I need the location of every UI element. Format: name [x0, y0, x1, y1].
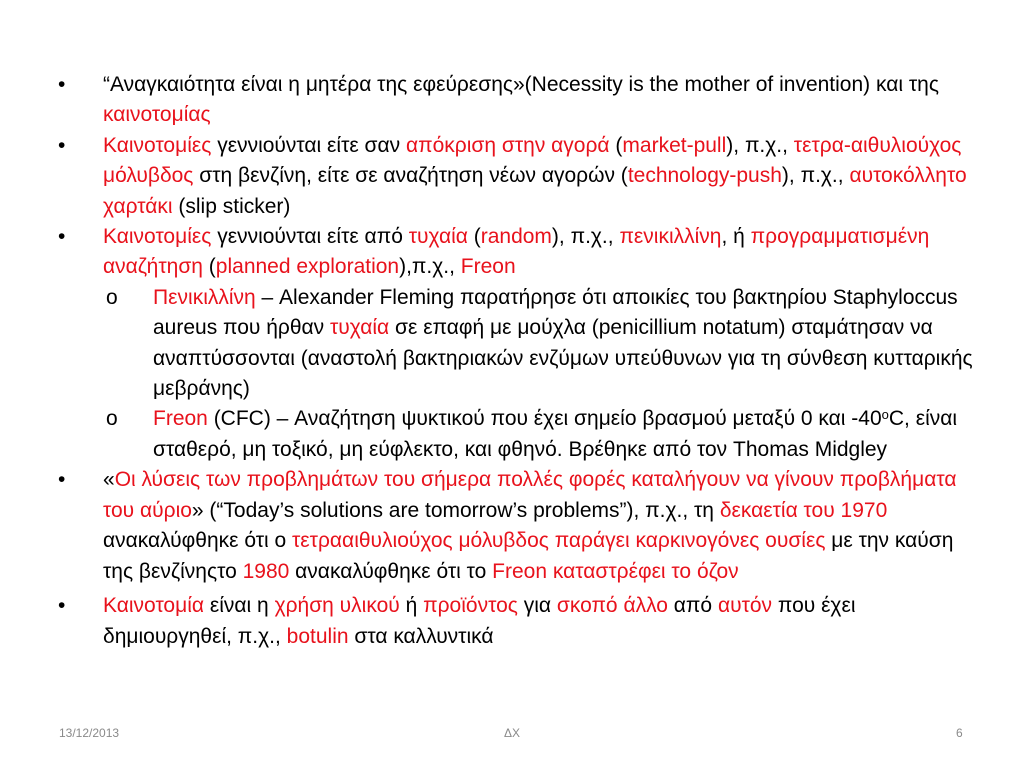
- footer-page-number: 6: [956, 726, 963, 740]
- highlight-text: καινοτομίας: [103, 103, 211, 127]
- highlight-text: τυχαία: [330, 316, 390, 340]
- highlight-text: απόκριση στην αγορά: [406, 133, 610, 157]
- body-text: είναι η: [204, 593, 275, 617]
- body-text: ), π.χ.,: [726, 133, 794, 157]
- body-text: ή: [399, 593, 424, 617]
- body-text: με την καύση της βενζίνηςτο: [103, 529, 954, 583]
- highlight-text: δεκαετία του 1970: [719, 498, 888, 522]
- bullet-item-marker: •: [58, 225, 66, 249]
- bullet-item: [0, 131, 973, 222]
- body-text: ανακαλύφθηκε ότι ο: [103, 529, 293, 553]
- highlight-text: Καινοτομίες: [103, 225, 212, 249]
- highlight-text: προϊόντος: [423, 593, 518, 617]
- body-text: (CFC) – Αναζήτηση ψυκτικού που έχει σημείο βρασμού μεταξύ 0 και -40: [207, 407, 882, 431]
- highlight-text: Καινοτομία: [103, 593, 205, 617]
- body-text: ),π.χ.,: [399, 255, 461, 279]
- body-text: στη βενζίνη, είτε σε αναζήτηση νέων αγορών (: [193, 164, 628, 188]
- bullet-item-marker: •: [58, 133, 66, 157]
- highlight-text: αυτοκόλλητο χαρτάκι: [103, 164, 967, 218]
- sub-bullet-item-marker: o: [106, 285, 118, 309]
- highlight-text: random: [480, 225, 552, 249]
- body-text: γεννιούνται είτε από: [211, 225, 409, 249]
- body-text: » (“Today’s solutions are tomorrow’s problems”), π.χ., τη: [191, 498, 720, 522]
- highlight-text: σκοπό άλλο: [556, 593, 668, 617]
- body-text: ), π.χ.,: [781, 164, 850, 188]
- highlight-text: τετρα-αιθυλιούχος μόλυβδος: [103, 133, 962, 188]
- bullet-item-marker: •: [58, 593, 66, 617]
- body-text: C, είναι σταθερό, μη τοξικό, μη εύφλεκτο, και φθηνό. Βρέθηκε από τον Thomas Midgley: [153, 407, 958, 461]
- footer-author: ΔΧ: [503, 726, 521, 740]
- body-text: στα καλλυντικά: [348, 625, 494, 649]
- highlight-text: Freon καταστρέφει το όζον: [492, 559, 739, 583]
- body-text: γεννιούνται είτε σαν: [211, 133, 406, 157]
- bullet-item-marker: •: [58, 468, 66, 492]
- bullet-item: [0, 222, 973, 283]
- footer-date: 13/12/2013: [59, 726, 120, 740]
- highlight-text: technology-push: [627, 164, 782, 188]
- bullet-item: [0, 70, 973, 131]
- body-text: (slip sticker): [172, 194, 291, 218]
- highlight-text: Οι λύσεις των προβλημάτων του σήμερα πολλές φορές καταλήγουν να γίνουν προβλήματα του αύριο: [103, 468, 957, 522]
- highlight-text: planned exploration: [215, 255, 400, 279]
- bullet-item: [0, 590, 973, 653]
- body-text: – Alexander Fleming παρατήρησε ότι αποικίες του βακτηρίου Staphyloccus aureus που ήρθαν: [153, 285, 958, 340]
- body-text: , ή: [721, 225, 751, 249]
- slide-content: [0, 70, 1024, 653]
- sub-bullet-item-marker: o: [106, 407, 118, 431]
- body-text: «: [103, 468, 115, 492]
- highlight-text: Πενικιλλίνη: [153, 285, 256, 309]
- highlight-text: Freon: [153, 407, 208, 431]
- body-text: που έχει δημιουργηθεί, π.χ.,: [103, 593, 856, 649]
- highlight-text: market-pull: [622, 133, 727, 157]
- body-text: (: [609, 133, 623, 157]
- bullet-item-marker: •: [58, 73, 66, 96]
- highlight-text: αυτόν: [717, 593, 773, 617]
- bullet-list-top: [0, 70, 1024, 283]
- bullet-list-bottom: [0, 465, 1024, 653]
- body-text: από: [667, 593, 718, 617]
- body-text: ο: [881, 407, 889, 423]
- highlight-text: τυχαία: [408, 225, 468, 249]
- highlight-text: Freon: [460, 255, 516, 279]
- bullet-item: [0, 465, 973, 587]
- highlight-text: Καινοτομίες: [103, 133, 212, 157]
- body-text: (: [202, 255, 216, 279]
- body-text: για: [517, 593, 557, 617]
- sub-bullet-item: [0, 404, 983, 465]
- highlight-text: πενικιλλίνη: [619, 225, 722, 249]
- body-text: (: [467, 225, 481, 249]
- highlight-text: προγραμματισμένη αναζήτηση: [103, 225, 930, 279]
- highlight-text: 1980: [242, 559, 290, 583]
- body-text: ), π.χ.,: [551, 225, 620, 249]
- sub-bullet-item: [0, 283, 983, 405]
- sub-bullet-list: [0, 283, 1024, 465]
- highlight-text: χρήση υλικού: [274, 593, 400, 617]
- body-text: ανακαλύφθηκε ότι το: [289, 559, 493, 583]
- highlight-text: τετρααιθυλιούχος μόλυβδος παράγει καρκινογόνες ουσίες: [292, 529, 826, 553]
- highlight-text: botulin: [286, 625, 349, 649]
- body-text: σε επαφή με μούχλα (penicillium notatum) σταμάτησαν να αναπτύσσονται (αναστολή βακτηριακών ενζύμων υπεύθυνων για τη σύνθεση κυτταρικής μεβράνης): [153, 316, 973, 401]
- body-text: “Αναγκαιότητα είναι η μητέρα της εφεύρεσης»(Necessity is the mother of invention) και της: [103, 73, 939, 96]
